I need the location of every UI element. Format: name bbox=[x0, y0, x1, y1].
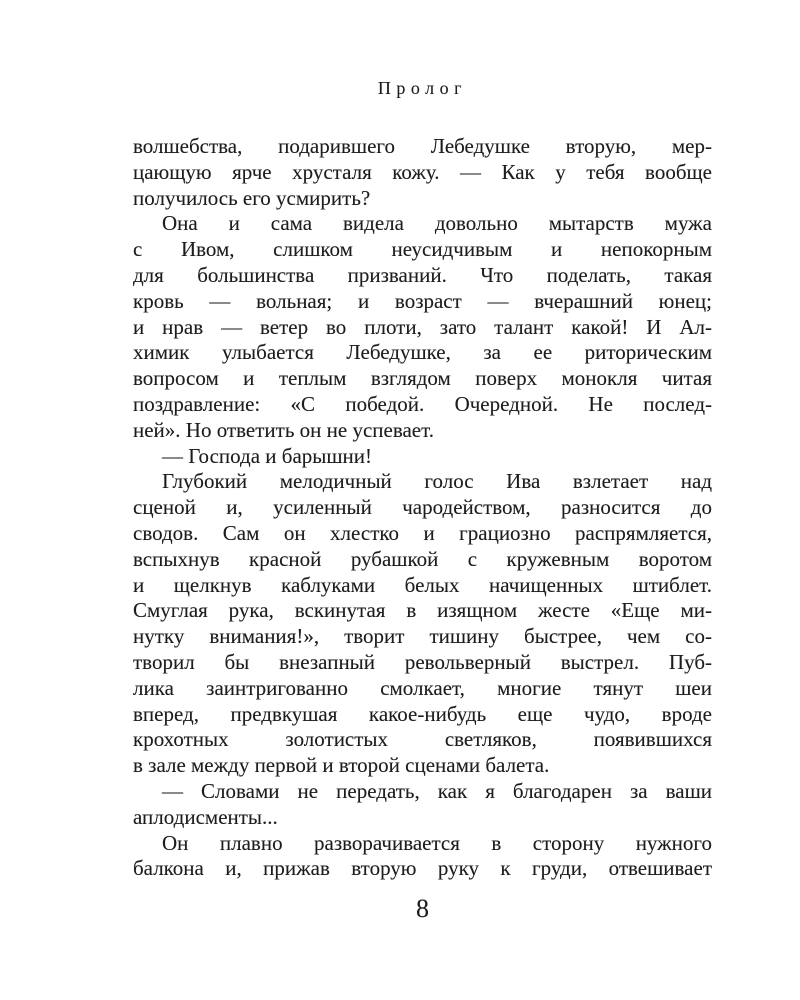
text-line: Смуглая рука, вскинутая в изящном жесте «Еще ми- bbox=[133, 598, 712, 623]
page-number: 8 bbox=[416, 894, 429, 923]
paragraph bbox=[133, 831, 712, 883]
paragraph bbox=[133, 469, 712, 779]
text-line: Глубокий мелодичный голос Ива взлетает над bbox=[162, 469, 712, 494]
text-line: вспыхнув красной рубашкой с кружевным воротом bbox=[133, 546, 712, 571]
text-line: балкона и, прижав вторую руку к груди, отвешивает bbox=[133, 856, 712, 881]
text-line: Он плавно разворачивается в сторону нужного bbox=[162, 830, 712, 855]
text-line: нутку внимания!», творит тишину быстрее, чем со- bbox=[133, 624, 712, 649]
text-line: творил бы внезапный револьверный выстрел. Пуб- bbox=[133, 649, 712, 674]
text-line: в зале между первой и второй сценами балета. bbox=[133, 753, 550, 778]
text-line: лика заинтригованно смолкает, многие тянут шеи bbox=[133, 675, 712, 700]
paragraph bbox=[133, 779, 712, 831]
text-line: ней». Но ответить он не успевает. bbox=[133, 417, 434, 442]
text-line: вперед, предвкушая какое-нибудь еще чудо, вроде bbox=[133, 701, 712, 726]
text-line: цающую ярче хрусталя кожу. — Как у тебя вообще bbox=[133, 159, 712, 184]
text-line: сводов. Сам он хлестко и грациозно распрямляется, bbox=[133, 520, 712, 545]
text-line: с Ивом, слишком неусидчивым и непокорным bbox=[133, 237, 712, 262]
text-line: волшебства, подарившего Лебедушке вторую, мер- bbox=[133, 134, 712, 158]
text-block bbox=[133, 134, 712, 882]
text-line: — Словами не передать, как я благодарен за ваши bbox=[162, 778, 712, 803]
text-line: кровь — вольная; и возраст — вчерашний юнец; bbox=[133, 288, 712, 313]
text-line: для большинства призваний. Что поделать, такая bbox=[133, 262, 712, 287]
chapter-header: Пролог bbox=[377, 78, 468, 98]
paragraph bbox=[133, 211, 712, 443]
text-line: крохотных золотистых светляков, появившихся bbox=[133, 727, 712, 752]
paragraph bbox=[133, 134, 712, 211]
text-line: и щелкнув каблуками белых начищенных штиблет. bbox=[133, 572, 712, 597]
text-line: аплодисменты... bbox=[133, 804, 278, 829]
text-line: химик улыбается Лебедушке, за ее риторическим bbox=[133, 340, 712, 365]
text-line: получилось его усмирить? bbox=[133, 185, 371, 210]
text-line: и нрав — ветер во плоти, зато талант какой! И Ал- bbox=[133, 314, 712, 339]
paragraph bbox=[133, 444, 712, 470]
text-line: поздравление: «С победой. Очередной. Не послед- bbox=[133, 391, 712, 416]
text-line: — Господа и барышни! bbox=[162, 443, 373, 468]
text-line: сценой и, усиленный чародейством, разносится до bbox=[133, 495, 712, 520]
text-line: вопросом и теплым взглядом поверх монокля читая bbox=[133, 366, 712, 391]
text-line: Она и сама видела довольно мытарств мужа bbox=[162, 211, 712, 236]
